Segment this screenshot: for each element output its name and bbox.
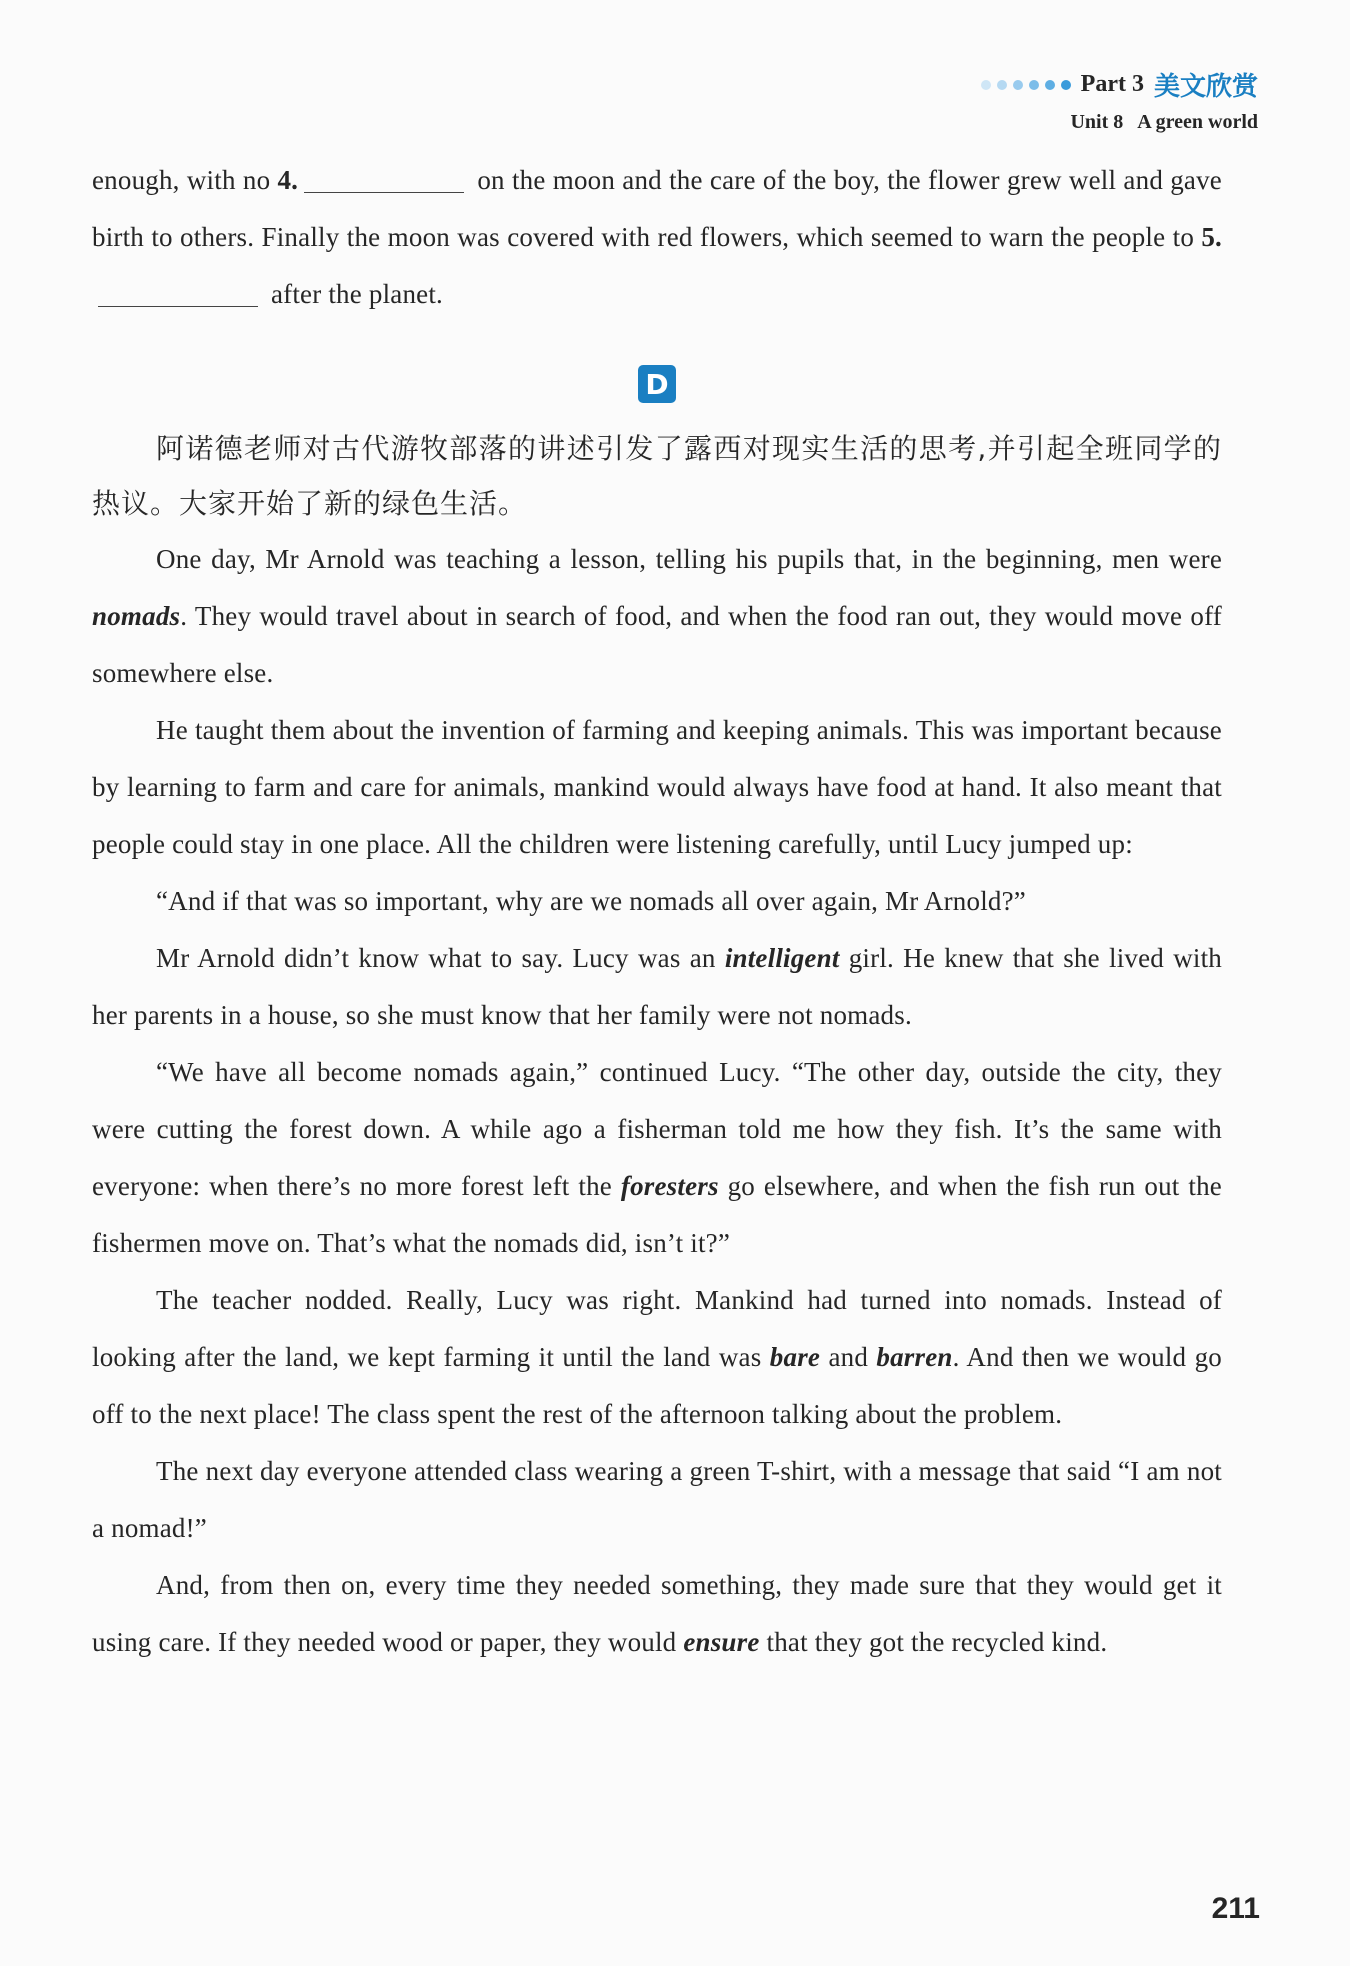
vocab-word: foresters <box>620 1171 719 1201</box>
story-paragraph-8 <box>92 1557 1222 1671</box>
text-run: enough, with no <box>92 165 278 195</box>
unit-title: A green world <box>1137 111 1258 133</box>
text-run: The teacher nodded. Really, Lucy was right. Mankind had turned into nomads. Instead of looking after the land, we kept farming it until the land was <box>92 1285 1222 1372</box>
text-run: Mr Arnold didn’t know what to say. Lucy was an <box>156 943 725 973</box>
text-run: and <box>820 1342 877 1372</box>
story-paragraph-1 <box>92 531 1222 702</box>
story-paragraph-6 <box>92 1272 1222 1443</box>
dot-icon <box>981 80 991 90</box>
vocab-word: nomads <box>92 601 181 631</box>
vocab-word: intelligent <box>724 943 840 973</box>
dot-icon <box>997 80 1007 90</box>
text-run: on the moon and the care of the boy, the flower grew well and gave birth to others. Finally the moon was covered with red flowers, which seemed to warn the people to <box>92 165 1222 252</box>
running-header <box>981 66 1258 134</box>
text-run: girl. He knew that she lived with her parents in a house, so she must know that her family were not nomads. <box>92 943 1222 1030</box>
text-run: after the planet. <box>264 279 444 309</box>
unit-label: Unit 8 <box>1070 111 1124 133</box>
story-paragraph-7: The next day everyone attended class wearing a green T-shirt, with a message that said “I am not a nomad!” <box>92 1456 1222 1543</box>
header-part-line <box>981 66 1258 103</box>
story-paragraph-2: He taught them about the invention of farming and keeping animals. This was important because by learning to farm and care for animals, mankind would always have food at hand. It also meant that people could stay in one place. All the children were listening carefully, until Lucy jumped up: <box>92 715 1222 859</box>
dot-icon <box>1045 80 1055 90</box>
section-d-badge: D <box>638 365 676 403</box>
section-intro-cn: 阿诺德老师对古代游牧部落的讲述引发了露西对现实生活的思考,并引起全班同学的热议。大家开始了新的绿色生活。 <box>92 432 1222 520</box>
vocab-word: bare <box>769 1342 821 1372</box>
page-content <box>92 152 1222 1671</box>
text-run: One day, Mr Arnold was teaching a lesson, telling his pupils that, in the beginning, men were <box>156 544 1222 574</box>
text-run: And, from then on, every time they needed something, they made sure that they would get it using care. If they needed wood or paper, they would <box>92 1570 1222 1657</box>
vocab-word: ensure <box>683 1627 760 1657</box>
dot-icon <box>1029 80 1039 90</box>
decorative-dots <box>981 80 1071 90</box>
story-paragraph-4 <box>92 930 1222 1044</box>
header-unit-line <box>981 111 1258 134</box>
dot-icon <box>1013 80 1023 90</box>
text-run: go elsewhere, and when the fish run out the fishermen move on. That’s what the nomads did, isn’t it?” <box>92 1171 1222 1258</box>
story-paragraph-3: “And if that was so important, why are we nomads all over again, Mr Arnold?” <box>156 886 1026 916</box>
blank-number: 4. <box>277 165 299 195</box>
text-run: . And then we would go off to the next place! The class spent the rest of the afternoon talking about the problem. <box>92 1342 1222 1429</box>
section-title-cn: 美文欣赏 <box>1153 72 1258 102</box>
continuation-paragraph <box>92 152 1222 323</box>
fill-in-blank-5[interactable] <box>98 279 258 307</box>
dot-icon <box>1061 80 1071 90</box>
vocab-word: barren <box>876 1342 953 1372</box>
text-run: that they got the recycled kind. <box>759 1627 1108 1657</box>
part-label: Part 3 <box>1080 71 1144 97</box>
text-run: . They would travel about in search of food, and when the food ran out, they would move off somewhere else. <box>92 601 1222 688</box>
story-paragraph-5 <box>92 1044 1222 1272</box>
text-run: “We have all become nomads again,” continued Lucy. “The other day, outside the city, they were cutting the forest down. A while ago a fisherman told me how they fish. It’s the same with everyone: when there’s no more forest left the <box>92 1057 1222 1201</box>
fill-in-blank-4[interactable] <box>304 165 464 193</box>
blank-number: 5. <box>1201 222 1222 252</box>
page-number: 211 <box>1211 1892 1260 1925</box>
